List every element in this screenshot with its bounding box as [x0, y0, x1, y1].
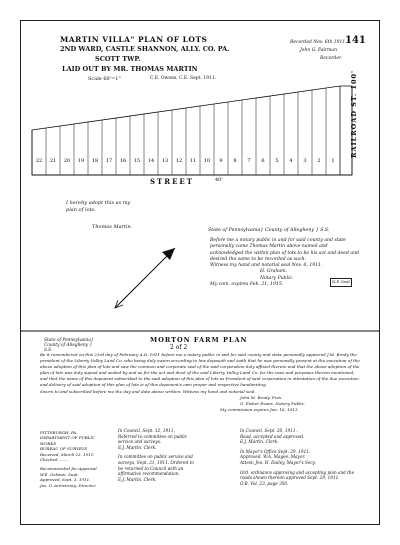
adoption-text: I hereby adopt this as my plan of lots.: [66, 200, 131, 213]
lot-number: 1: [331, 158, 335, 164]
lot-boundaries: [46, 88, 326, 175]
recorder-title: Recorder.: [320, 56, 343, 61]
approval-line: W.E. Gelston. Supt.: [40, 471, 79, 477]
lot-number: 4: [289, 158, 293, 164]
ack-notary-name: H. Graham.: [260, 269, 288, 275]
street-label: STREET: [150, 177, 194, 186]
lot-number: 10: [203, 158, 211, 164]
lot-number: 3: [303, 158, 307, 164]
farm-state-county: State of Pennsylvania} County of Allegheny } S.S.: [44, 338, 94, 353]
approvals-mayor: [240, 428, 360, 486]
ack-commission: My com. expires Feb. 21, 1915.: [210, 282, 284, 288]
lot-number: 21: [49, 158, 57, 164]
approval-line: PITTSBURGH, PA.: [40, 430, 78, 435]
lot-number: 2: [317, 158, 321, 164]
railroad-label: RAILROAD ST. 100': [350, 70, 358, 158]
approval-line: Approved, Sept. 3, 1911.: [40, 477, 91, 483]
approval-line: BUREAU OF SURVEYS: [40, 446, 88, 452]
north-arrow-icon: [100, 240, 190, 315]
approval-line: E.J. Martin. Clerk.: [118, 444, 157, 450]
lot-number: 16: [119, 158, 127, 164]
farm-plan-part: 2 of 2: [170, 344, 188, 351]
lot-number: 18: [91, 158, 99, 164]
affidavit-body: Be it remembered on this 23rd day of February A.D. 1911 before me a notary public in and for said county and state personally appeared J.M. Brody the president of the Liberty Valley Land Co. who being duly sworn according to law deposeth and saith that he was personally present at the execution of the above adoption of this plan of lots and saw the common and corporate seal of the said corporation duly affixed thereto and that the above adoption of the plan of lots was duly signed and sealed by and as for the act and deed of the said Liberty Valley Land Co. for the uses and purposes therein mentioned, and that the name of this deponent subscribed to the said adoption of this plan of lots as President of said corporation in attestation of the due execution and delivery of said adoption of this plan of lots is of this deponent's own proper and respective handwriting.: [40, 352, 360, 388]
approval-line: Received, March 23, 1911.: [40, 451, 95, 457]
farm-plan-title: MORTON FARM PLAN: [150, 336, 248, 344]
ack-witness: Witness my hand and notarial seal Nov. 6, 1911.: [210, 263, 323, 269]
section-divider: [20, 330, 380, 333]
ack-body: Before me a notary public in and for said county and state personally came Thomas Martin above named and acknowledged the within plan of lots to be his act and deed and desired the same to be recorded as such.: [210, 238, 359, 262]
approvals-council: [118, 428, 198, 482]
approval-line: Referred to committee on public service and surveys.: [118, 433, 188, 445]
lot-number: 9: [219, 158, 223, 164]
affidavit-signer: John M. Brody. Pres.: [240, 394, 283, 400]
plan-subtitle-township: SCOTT TWP.: [95, 55, 141, 63]
lot-plan-drawing: [22, 80, 362, 180]
lot-number: 20: [63, 158, 71, 164]
approval-line: Ord. ordinance approving and accepting plan and the roads shown thereon approved Sept. 29, 1911.: [240, 469, 355, 481]
approval-line: In Council, Sept. 26, 1911.: [240, 428, 297, 433]
approval-line: E.J. Martin. Clerk.: [240, 439, 279, 445]
lot-number: 6: [261, 158, 265, 164]
approval-line: In Mayor's Office Sept. 29, 1911.: [240, 448, 311, 454]
lot-number: 19: [77, 158, 85, 164]
approval-line: E.J. Martin. Clerk.: [118, 476, 157, 482]
plan-subtitle-ward: 2ND WARD, CASTLE SHANNON, ALLY. CO. PA.: [60, 45, 230, 53]
approval-line: Read, accepted and approved.: [240, 433, 305, 439]
approval-line: DEPARTMENT OF PUBLIC WORKS: [40, 435, 95, 446]
lot-number: 7: [247, 158, 251, 164]
lot-number: 12: [175, 158, 183, 164]
affidavit-sworn: Sworn to and subscribed before me the day and date above written. Witness my hand and notarial seal.: [40, 388, 256, 394]
lot-number: 11: [189, 158, 197, 164]
approval-line: In committee on public service and surveys, Sept. 21, 1911. Ordered to be returned to Council with an affirmative recommendation.: [118, 454, 194, 477]
lot-numbers: [36, 158, 335, 164]
plan-title: MARTIN VILLA" PLAN OF LOTS: [60, 35, 208, 44]
adoption-signature: Thomas Martin.: [92, 224, 133, 230]
approval-line: O.B. Vol. 23, page 350.: [240, 480, 289, 486]
approval-line: Checked ........: [40, 457, 70, 463]
lot-number: 14: [147, 158, 155, 164]
approval-line: Recommended for Approval.: [40, 466, 98, 472]
lot-number: 22: [35, 158, 43, 164]
affidavit-commission: My commission expires Jan. 16, 1913.: [220, 406, 299, 412]
ack-state-county: State of Pennsylvania} County of Allegheny } S.S.: [208, 228, 330, 233]
plan-scale: Scale 60'=1": [88, 76, 121, 82]
notary-seal: N.P. Seal: [330, 278, 352, 287]
ack-notary-title: Notary Public.: [260, 275, 294, 281]
lot-number: 13: [161, 158, 169, 164]
affidavit-notary: G. Fisher Evans. Notary Public.: [240, 400, 306, 406]
lot-number: 8: [233, 158, 237, 164]
plan-subtitle-laidout: LAID OUT BY MR. THOMAS MARTIN: [62, 65, 198, 73]
recorded-date: Recorded Nov. 6th 1911.: [290, 40, 347, 45]
approval-line: In Council, Sept. 12, 1911.: [118, 428, 175, 433]
approval-line: Jas. G. Armstrong, Director.: [40, 482, 97, 488]
plan-engineer: C.E. Owens, C.E. Sept. 1911.: [150, 76, 217, 81]
farm-affidavit: [40, 352, 360, 413]
approvals-bureau: [40, 430, 100, 488]
street-width: 40': [215, 177, 223, 183]
lot-number: 17: [105, 158, 113, 164]
recorder-name: John G. Fairman: [300, 48, 337, 53]
page-number: 141: [345, 35, 366, 46]
approval-line: Attest: Jno. H. Dailey, Mayor's Secy.: [240, 459, 316, 465]
lot-number: 5: [275, 158, 279, 164]
approval-line: Approved. W.A. Magee, Mayor.: [240, 454, 306, 460]
lot-number: 15: [133, 158, 141, 164]
